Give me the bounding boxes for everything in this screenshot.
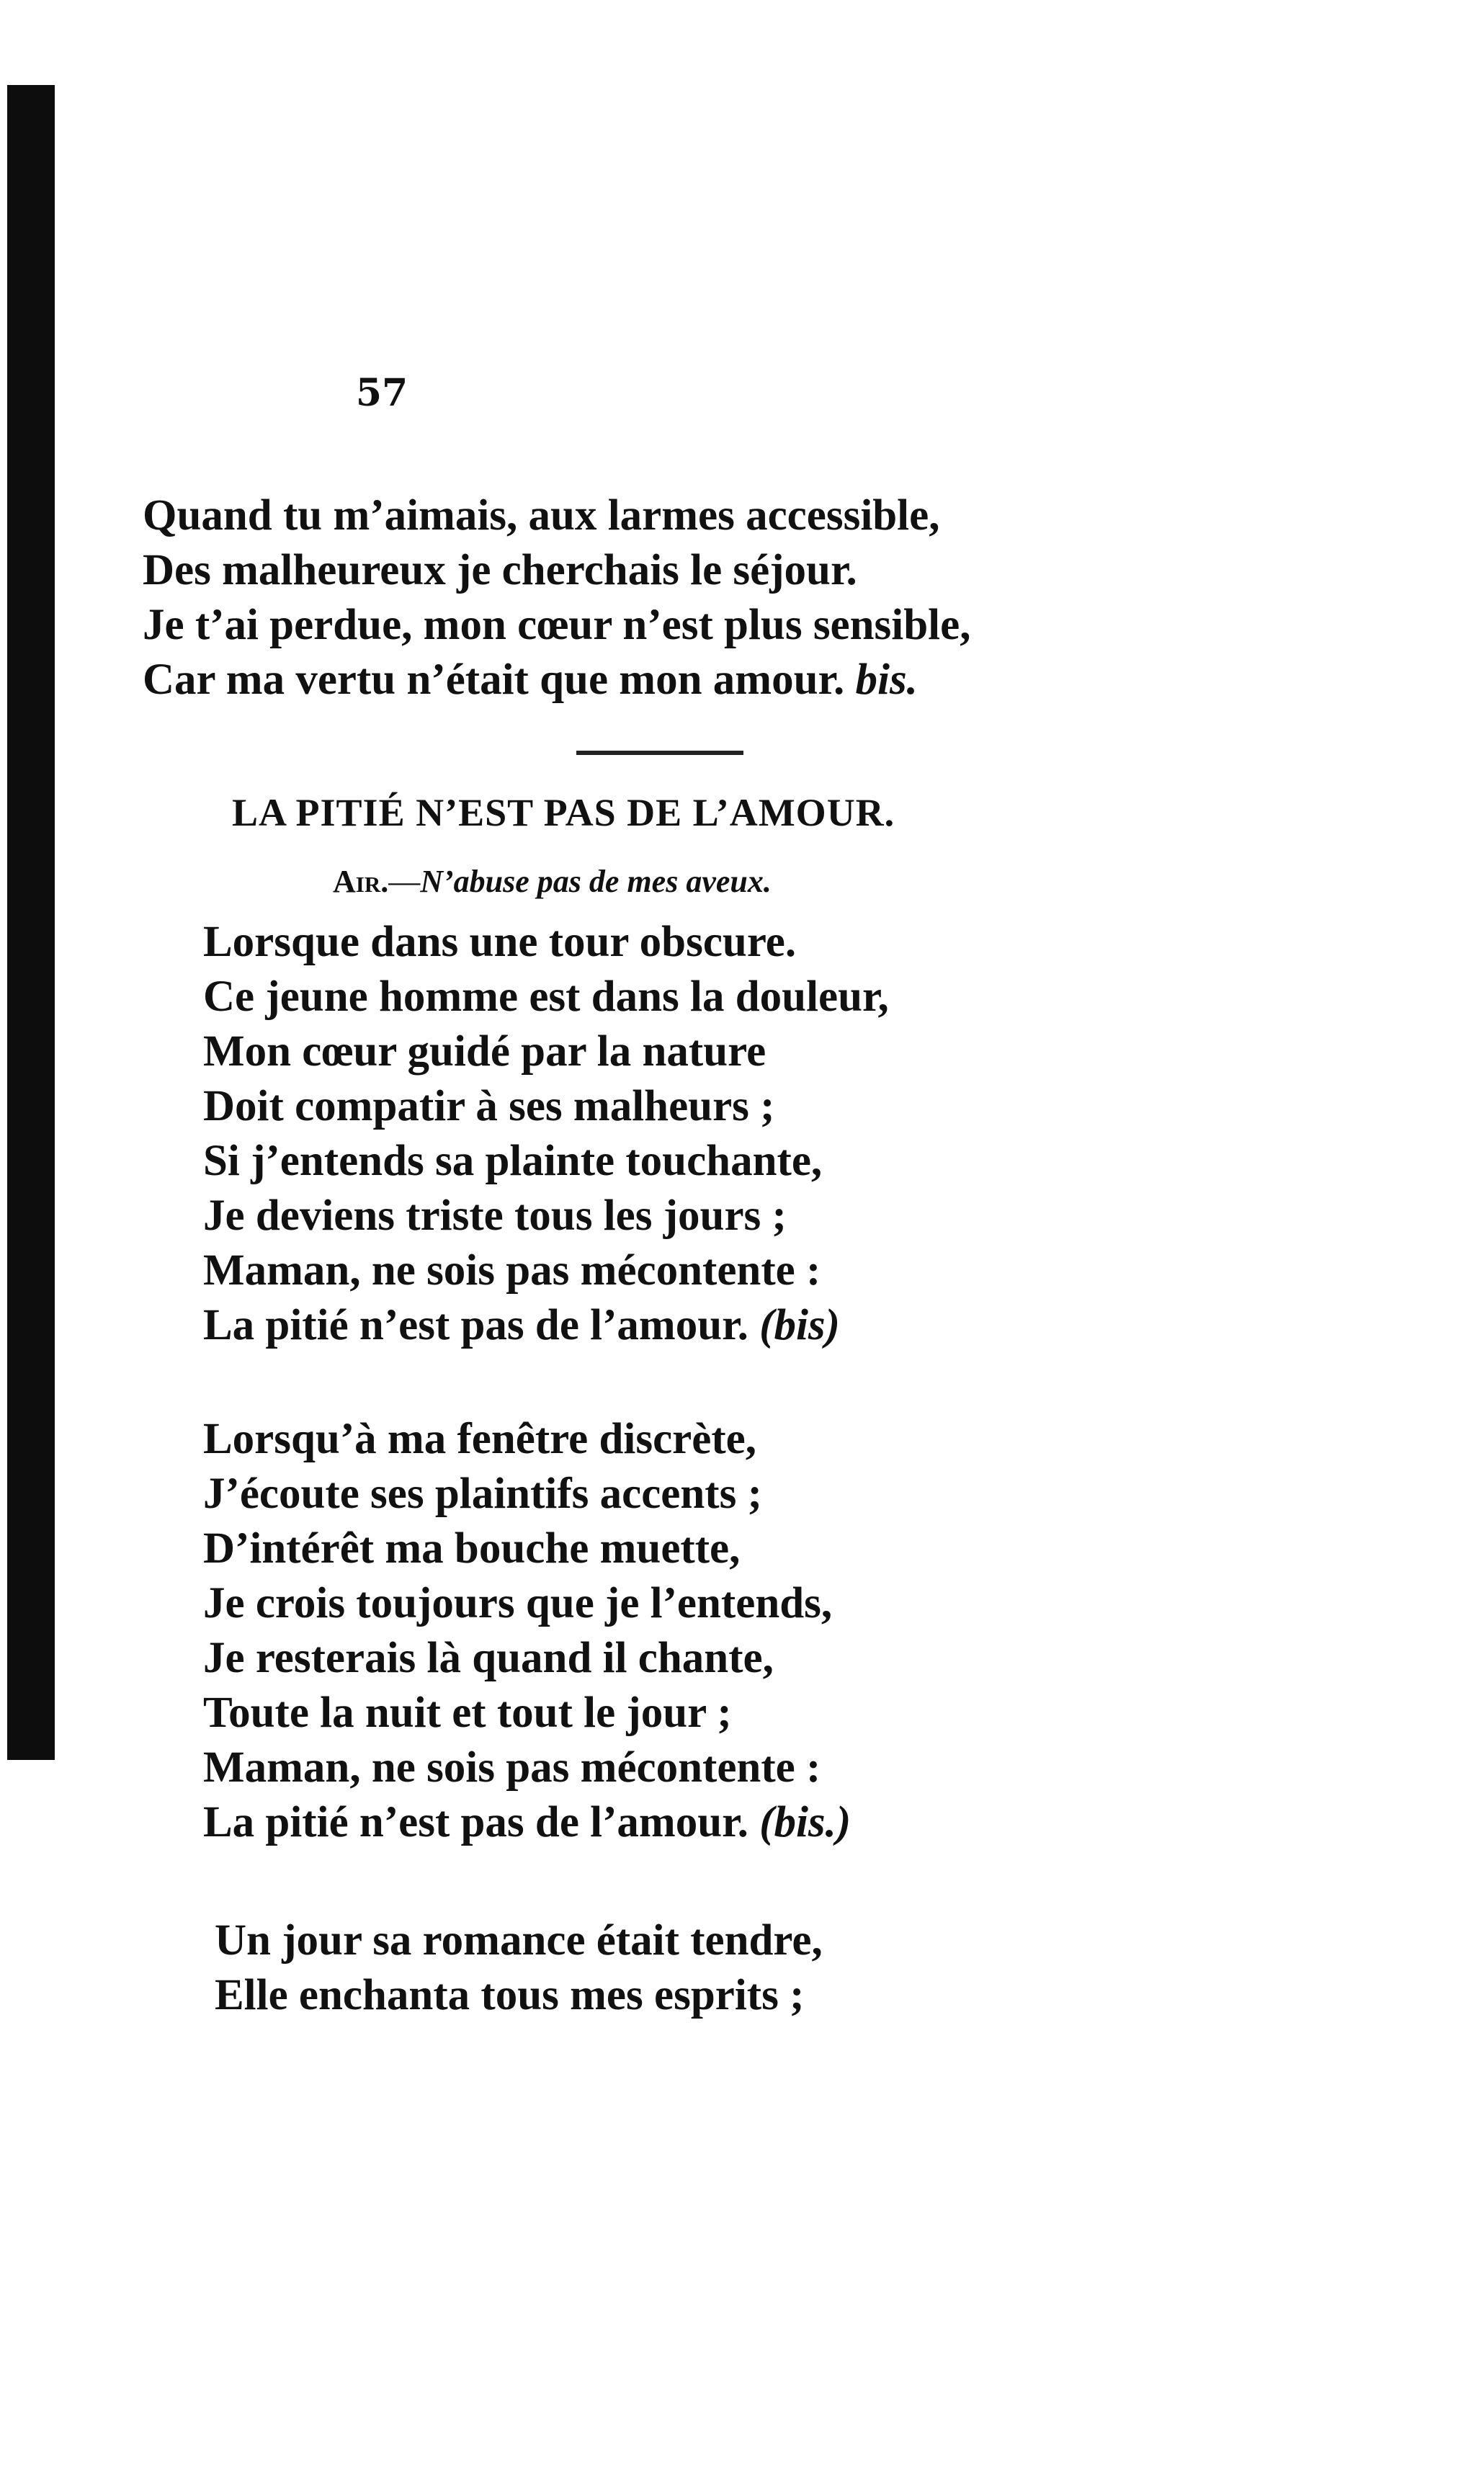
air-indication [333,863,772,900]
verse-line: La pitié n’est pas de l’amour. (bis.) [203,1798,851,1846]
verse-line: J’écoute ses plaintifs accents ; [203,1470,762,1518]
verse-line: D’intérêt ma bouche muette, [203,1524,741,1573]
song-stanza-3 [215,1913,823,2023]
refrain-mark: bis. [855,656,918,704]
verse-line: Si j’entends sa plainte touchante, [203,1137,823,1185]
verse-line: Ce jeune homme est dans la douleur, [203,973,889,1021]
verse-line: La pitié n’est pas de l’amour. (bis) [203,1301,840,1349]
page-number: 57 [355,371,408,415]
verse-line: Des malheureux je cherchais le séjour. [143,546,857,594]
verse-line: Doit compatir à ses malheurs ; [203,1082,775,1130]
song-stanza-1 [203,915,889,1353]
verse-line: Car ma vertu n’était que mon amour. bis. [143,656,918,704]
refrain-mark: (bis.) [759,1798,851,1846]
verse-line: Maman, ne sois pas mécontente : [203,1743,821,1792]
verse-line: Un jour sa romance était tendre, [215,1916,823,1965]
verse-line: Lorsque dans une tour obscure. [203,918,797,966]
air-tune: N’abuse pas de mes aveux. [420,864,772,899]
verse-line: Je deviens triste tous les jours ; [203,1192,787,1240]
verse-line: Maman, ne sois pas mécontente : [203,1246,821,1295]
section-divider [576,751,743,755]
verse-line: Toute la nuit et tout le jour ; [203,1689,732,1737]
verse-line: Quand tu m’aimais, aux larmes accessible, [143,491,940,540]
verse-line: Elle enchanta tous mes esprits ; [215,1971,805,2019]
binding-shadow [7,85,55,1760]
air-label: Air. [333,864,389,899]
refrain-mark: (bis) [759,1301,840,1349]
verse-line: Lorsqu’à ma fenêtre discrète, [203,1415,756,1463]
verse-line: Je resterais là quand il chante, [203,1634,774,1682]
verse-line: Mon cœur guidé par la nature [203,1027,766,1076]
verse-line: Je t’ai perdue, mon cœur n’est plus sensible, [143,601,971,649]
song-title: LA PITIÉ N’EST PAS DE L’AMOUR. [232,791,895,834]
air-separator: — [388,864,421,899]
song-stanza-2 [203,1412,851,1850]
first-stanza [143,488,970,707]
verse-line: Je crois toujours que je l’entends, [203,1579,833,1627]
